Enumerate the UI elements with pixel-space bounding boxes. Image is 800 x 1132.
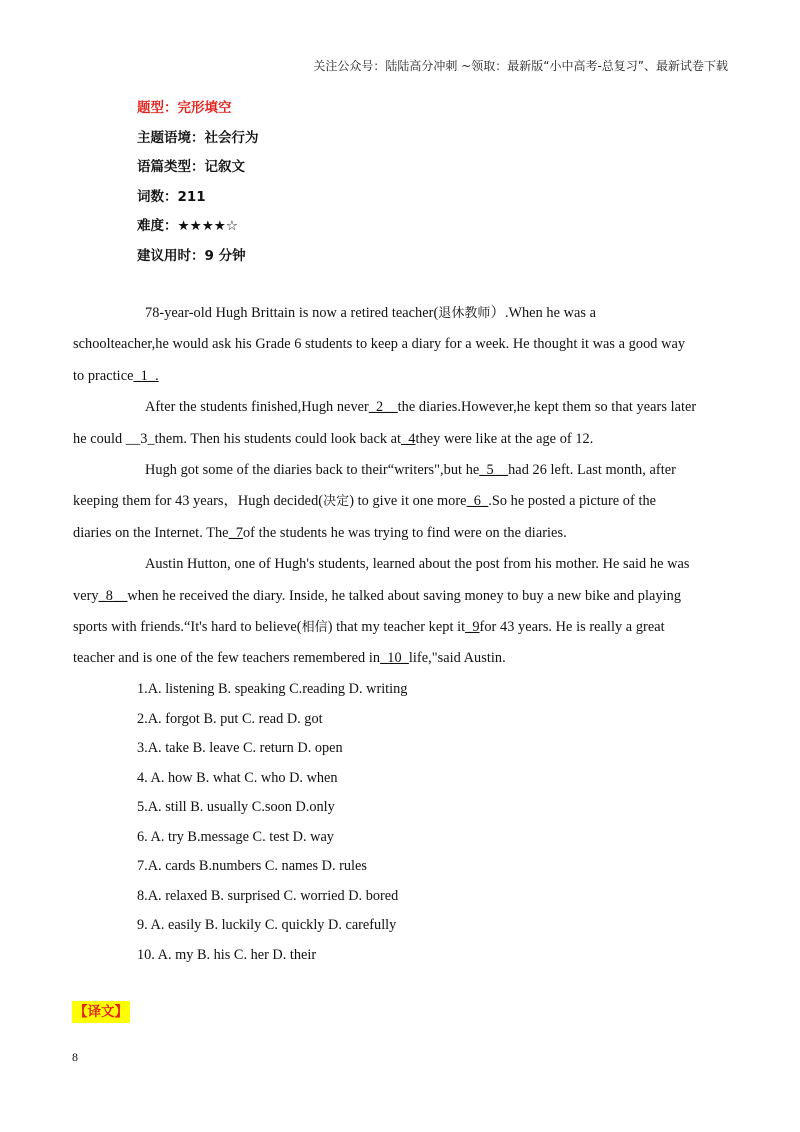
option-line-10: 10. A. my B. his C. her D. their	[137, 946, 317, 963]
blank-6: _6_	[466, 493, 489, 510]
answer-options	[137, 675, 407, 970]
blank-8: _8__	[98, 587, 128, 604]
paragraph-3-line-3: diaries on the Internet. The_7of the students he was trying to find were on the diaries.	[73, 524, 567, 541]
paragraph-4-line-4: teacher and is one of the few teachers remembered in_10_life,"said Austin.	[73, 650, 506, 667]
option-line-7: 7.A. cards B.numbers C. names D. rules	[137, 858, 367, 874]
option-line-6: 6. A. try B.message C. test D. way	[137, 828, 334, 845]
suggested-time: 建议用时：9 分钟	[137, 247, 246, 264]
text-genre: 语篇类型：记叙文	[137, 159, 245, 176]
word-count: 词数：211	[137, 188, 206, 205]
paragraph-1: 78-year-old Hugh Brittain is now a retired teacher(退休教师）.When he was a	[145, 305, 597, 321]
paragraph-3: Hugh got some of the diaries back to their“writers",but he_5__had 26 left. Last month, after	[145, 462, 676, 479]
theme-context: 主题语境：社会行为	[137, 129, 259, 146]
blank-5: _5__	[479, 462, 509, 479]
paragraph-1-line-3: to practice_1_.	[73, 367, 159, 384]
blank-4: _4	[401, 430, 416, 447]
paragraph-3-line-2: keeping them for 43 years，Hugh decided(决定) to give it one more_6_.So he posted a picture of the	[73, 493, 657, 510]
paragraph-4: Austin Hutton, one of Hugh's students, learned about the post from his mother. He said he was	[145, 556, 690, 573]
paragraph-2-line-2: he could __3_them. Then his students could look back at_4they were like at the age of 12.	[73, 430, 594, 447]
option-line-8: 8.A. relaxed B. surprised C. worried D. bored	[137, 887, 399, 904]
paragraph-4-line-2: very_8__when he received the diary. Inside, he talked about saving money to buy a new bike and playing	[73, 587, 682, 604]
option-line-3: 3.A. take B. leave C. return D. open	[137, 740, 343, 756]
blank-1: _1_.	[133, 367, 159, 384]
option-line-5: 5.A. still B. usually C.soon D.only	[137, 799, 335, 815]
translation-label: 【译文】	[72, 1001, 130, 1023]
question-meta	[137, 96, 259, 274]
question-type: 题型：完形填空	[137, 100, 232, 116]
page-number: 8	[72, 1050, 78, 1064]
paragraph-1-line-2: schoolteacher,he would ask his Grade 6 students to keep a diary for a week. He thought it was a good way	[73, 336, 686, 353]
header-notice: 关注公众号：陆陆高分冲刺 ~领取：最新版“小中高考-总复习”、最新试卷下载	[313, 59, 728, 73]
option-line-4: 4. A. how B. what C. who D. when	[137, 769, 338, 786]
paragraph-4-line-3: sports with friends.“It's hard to believe(相信) that my teacher kept it_9for 43 years. He is really a great	[73, 619, 665, 636]
cloze-passage	[73, 298, 733, 675]
option-line-1: 1.A. listening B. speaking C.reading D. writing	[137, 681, 408, 697]
option-line-2: 2.A. forgot B. put C. read D. got	[137, 710, 323, 727]
difficulty-rating: 难度：★★★★☆	[137, 218, 239, 235]
blank-10: _10_	[380, 650, 409, 667]
blank-7: _7	[228, 524, 243, 541]
blank-9: _9	[465, 619, 480, 636]
option-line-9: 9. A. easily B. luckily C. quickly D. carefully	[137, 917, 397, 933]
blank-2: _2__	[368, 399, 398, 416]
paragraph-2: After the students finished,Hugh never_2__the diaries.However,he kept them so that years later	[145, 399, 697, 416]
